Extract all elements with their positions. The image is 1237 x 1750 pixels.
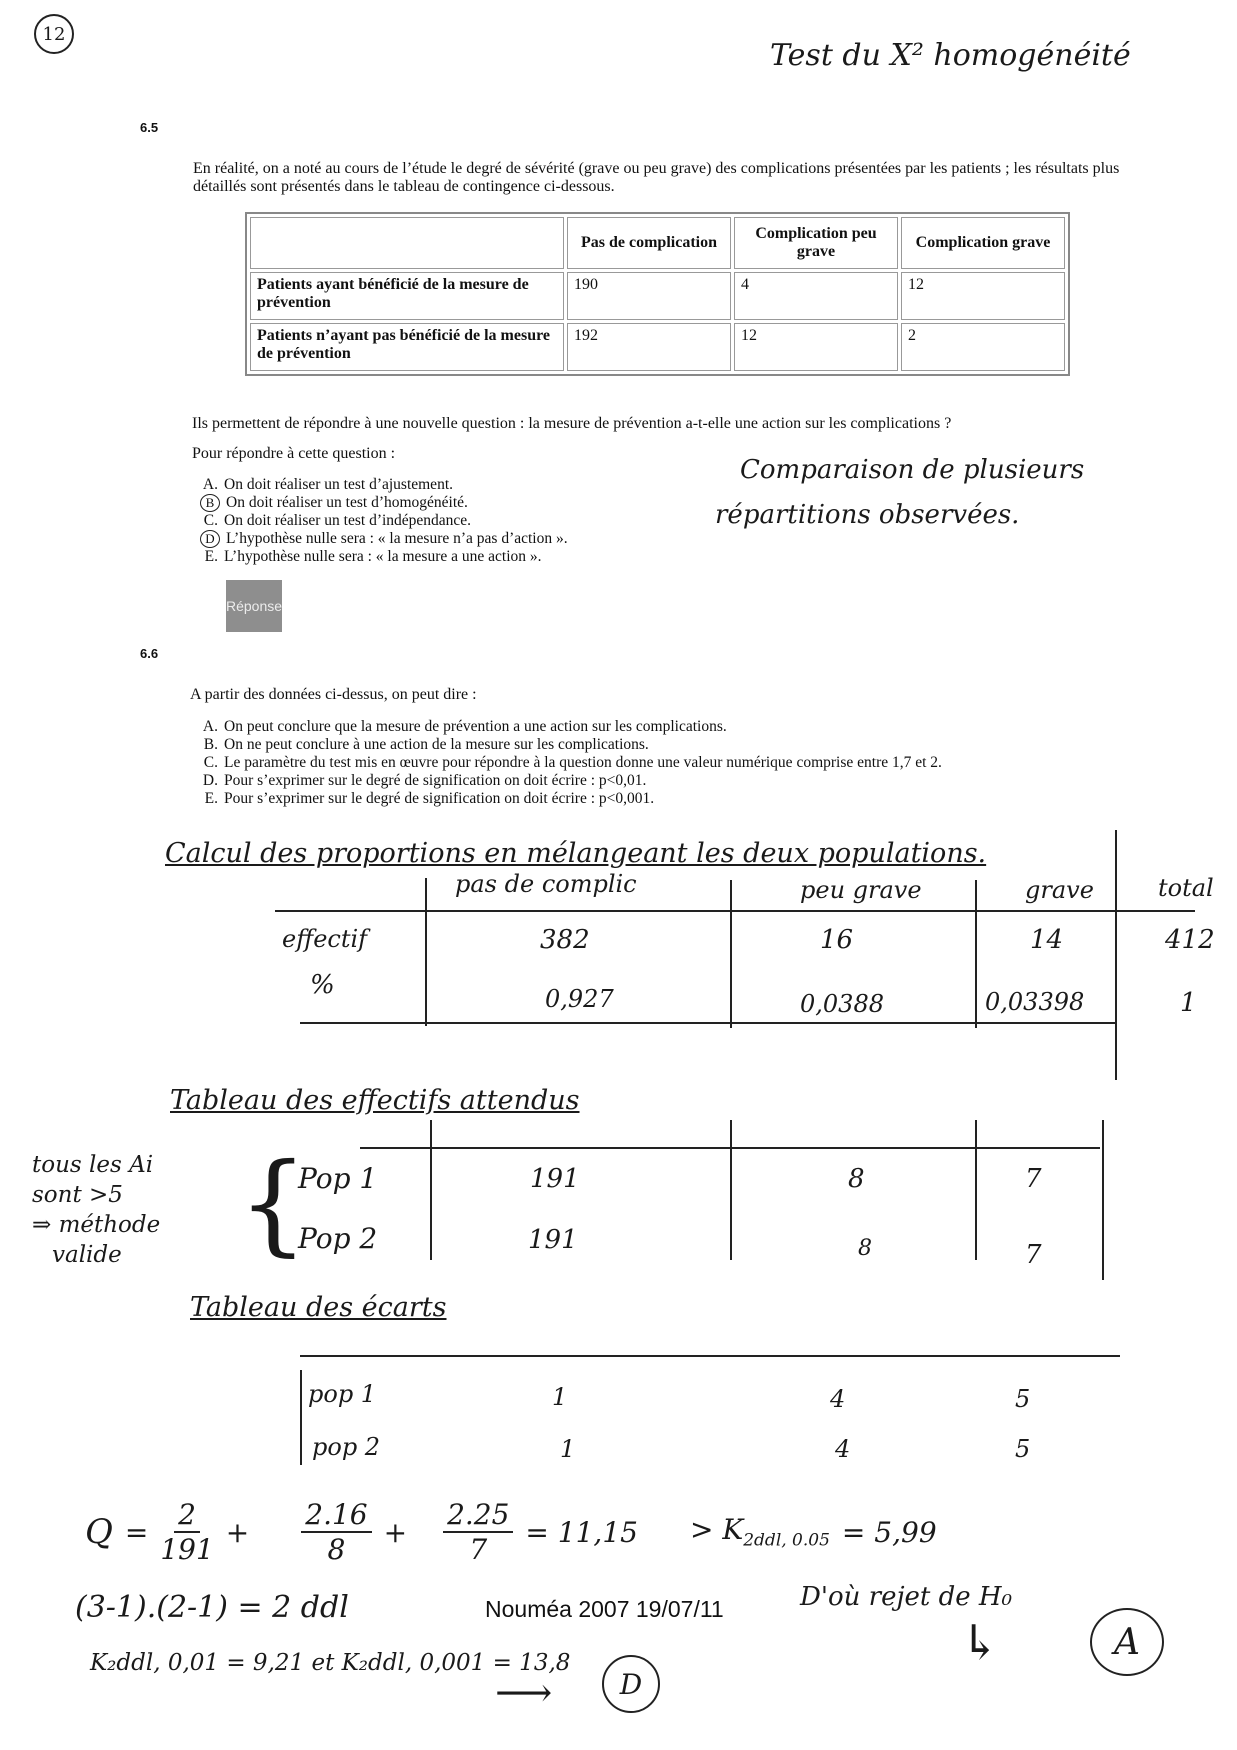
question-6-5-intro: En réalité, on a noté au cours de l’étude le degré de sévérité (grave ou peu grave) des complications présentées par les patients ; les résultats plus détaillés sont présentés dans le tableau de contingence ci-dessous. [193, 160, 1120, 195]
contingency-header-row [250, 217, 1065, 269]
header-note: Test du X² homogénéité [770, 38, 1131, 73]
margin-note-line: sont >5 [32, 1182, 123, 1208]
calc-title: Calcul des proportions en mélangeant les deux populations. [165, 838, 987, 869]
k-subscript: 2ddl, 0.05 [743, 1530, 830, 1551]
page-number: 12 [42, 23, 66, 45]
q-equals: = [124, 1515, 149, 1549]
option-text: Le paramètre du test mis en œuvre pour répondre à la question donne une valeur numérique comprise entre 1,7 et 2. [224, 754, 942, 771]
option-a[interactable] [196, 476, 756, 494]
option-b[interactable] [196, 494, 756, 512]
contingency-col-header: Complication peu grave [734, 217, 898, 269]
option-letter: A. [202, 718, 218, 735]
table-cell: 412 [1165, 925, 1215, 955]
question-number-6-5: 6.5 [140, 120, 159, 135]
margin-note-line: tous les Ai [32, 1152, 154, 1178]
page-number-circle [34, 14, 74, 54]
table-divider [300, 1355, 1120, 1357]
option-text: L’hypothèse nulle sera : « la mesure n’a pas d’action ». [226, 530, 568, 547]
table-divider [425, 878, 427, 1026]
k-compare [690, 1513, 830, 1551]
gaps-title: Tableau des écarts [190, 1292, 447, 1323]
question-6-5-prompt: Pour répondre à cette question : [192, 445, 396, 462]
option-text: L’hypothèse nulle sera : « la mesure a une action ». [224, 548, 542, 565]
option-text: On doit réaliser un test d’ajustement. [224, 476, 453, 493]
option-letter: D. [202, 772, 218, 789]
option-d[interactable] [196, 772, 1126, 790]
contingency-col-header: Pas de complication [567, 217, 731, 269]
expected-title: Tableau des effectifs attendus [170, 1085, 580, 1116]
reponse-button[interactable]: Réponse [226, 580, 282, 632]
option-text: Pour s’exprimer sur le degré de signification on doit écrire : p<0,001. [224, 790, 655, 807]
table-divider [1102, 1120, 1104, 1280]
fraction-1 [160, 1498, 213, 1566]
fraction-denominator: 8 [327, 1533, 346, 1566]
fraction-2 [301, 1498, 371, 1566]
contingency-table [245, 212, 1070, 376]
option-letter-circled: B [200, 494, 220, 512]
option-letter: B. [203, 736, 218, 753]
option-b[interactable] [196, 736, 1126, 754]
ddl-calc: (3-1).(2-1) = 2 ddl [75, 1590, 349, 1625]
fraction-numerator: 2.25 [443, 1498, 513, 1533]
table-cell: 2 [901, 323, 1065, 371]
rejection-note: D'où rejet de H₀ [800, 1582, 1013, 1612]
answer-a-circle [1090, 1608, 1164, 1676]
table-divider [975, 880, 977, 1028]
q-result: = 11,15 [525, 1515, 638, 1549]
option-text: Pour s’exprimer sur le degré de signification on doit écrire : p<0,01. [224, 772, 647, 789]
option-e[interactable] [196, 548, 756, 566]
side-note-1: Comparaison de plusieurs [740, 455, 1085, 485]
option-letter: C. [203, 754, 218, 771]
table-cell: 1 [1180, 988, 1197, 1018]
fraction-numerator: 2 [174, 1498, 200, 1533]
margin-note [32, 1150, 160, 1270]
gaps-row-label: pop 2 [312, 1433, 381, 1461]
table-cell: 382 [540, 925, 590, 955]
fraction-numerator: 2.16 [301, 1498, 371, 1533]
table-divider [430, 1120, 432, 1260]
expected-row-label: Pop 1 [298, 1162, 378, 1195]
calc-row-label: % [310, 970, 335, 1000]
table-cell: 5 [1015, 1435, 1031, 1463]
fraction-3 [443, 1498, 513, 1566]
arrow-to-d: ⟶ [495, 1670, 553, 1716]
table-cell: 12 [734, 323, 898, 371]
brace: { [238, 1139, 308, 1267]
k-values-line: K₂ddl, 0,01 = 9,21 et K₂ddl, 0,001 = 13,8 [90, 1650, 571, 1676]
side-note-2: répartitions observées. [715, 500, 1020, 530]
table-cell: 8 [858, 1236, 872, 1261]
margin-note-line: valide [52, 1242, 122, 1268]
k-compare-symbol: > K [689, 1513, 744, 1547]
table-divider [975, 1120, 977, 1260]
q-symbol: Q [85, 1512, 113, 1552]
table-row [250, 323, 1065, 371]
calc-row-label: effectif [282, 925, 368, 953]
answer-d: D [619, 1667, 643, 1701]
calc-header: total [1158, 874, 1214, 902]
option-letter: E. [204, 790, 218, 807]
table-divider [1115, 830, 1117, 1080]
table-cell: 8 [848, 1164, 865, 1194]
table-cell: 1 [552, 1383, 568, 1411]
option-d[interactable] [196, 530, 756, 548]
question-6-6-options [196, 718, 1126, 808]
question-number-6-6: 6.6 [140, 646, 159, 661]
question-6-5-options [196, 476, 756, 566]
table-cell: 5 [1015, 1385, 1031, 1413]
question-6-6-prompt: A partir des données ci-dessus, on peut dire : [190, 686, 477, 703]
option-letter: C. [203, 512, 218, 529]
plus-sign: + [225, 1515, 250, 1549]
option-letter: E. [204, 548, 218, 565]
option-text: On doit réaliser un test d’homogénéité. [226, 494, 468, 511]
option-text: On ne peut conclure à une action de la mesure sur les complications. [224, 736, 649, 753]
table-cell: 191 [528, 1225, 578, 1255]
answer-a: A [1114, 1621, 1140, 1663]
table-cell: 4 [734, 272, 898, 320]
table-cell: 14 [1030, 925, 1064, 955]
q-formula [85, 1498, 937, 1566]
calc-header: peu grave [800, 876, 922, 904]
k-value: = 5,99 [841, 1515, 937, 1549]
option-text: On peut conclure que la mesure de prévention a une action sur les complications. [224, 718, 727, 735]
table-cell: 0,0388 [800, 990, 884, 1018]
table-divider [730, 1120, 732, 1260]
table-cell: 12 [901, 272, 1065, 320]
table-divider [730, 880, 732, 1028]
table-cell: 4 [830, 1385, 846, 1413]
fraction-denominator: 191 [160, 1533, 214, 1566]
option-c[interactable] [196, 754, 1126, 772]
table-cell: 4 [835, 1435, 851, 1463]
option-e[interactable] [196, 790, 1126, 808]
calc-header: pas de complic [455, 870, 637, 898]
table-cell: 1 [560, 1435, 576, 1463]
arrow-to-a: ↳ [960, 1615, 1001, 1671]
table-row [250, 272, 1065, 320]
option-a[interactable] [196, 718, 1126, 736]
option-letter: A. [202, 476, 218, 493]
table-divider [275, 910, 1195, 912]
contingency-col-header: Complication grave [901, 217, 1065, 269]
margin-note-line: ⇒ méthode [32, 1212, 161, 1238]
table-cell: 192 [567, 323, 731, 371]
option-letter-circled: D [200, 530, 220, 548]
table-cell: 191 [530, 1164, 580, 1194]
expected-row-label: Pop 2 [298, 1222, 378, 1255]
contingency-row-header: Patients ayant bénéficié de la mesure de prévention [250, 272, 564, 320]
option-c[interactable] [196, 512, 756, 530]
table-divider [300, 1370, 302, 1465]
footer-stamp: Nouméa 2007 19/07/11 [485, 1596, 724, 1622]
table-divider [300, 1022, 1115, 1024]
table-cell: 0,03398 [985, 988, 1085, 1016]
table-cell: 190 [567, 272, 731, 320]
question-6-5-text: Ils permettent de répondre à une nouvelle question : la mesure de prévention a-t-elle une action sur les complications ? [192, 415, 952, 432]
plus-sign: + [383, 1515, 408, 1549]
contingency-row-header: Patients n’ayant pas bénéficié de la mesure de prévention [250, 323, 564, 371]
option-text: On doit réaliser un test d’indépendance. [224, 512, 472, 529]
answer-d-circle [602, 1655, 660, 1713]
fraction-denominator: 7 [469, 1533, 488, 1566]
table-cell: 16 [820, 925, 854, 955]
table-cell: 7 [1025, 1164, 1042, 1194]
contingency-corner-cell [250, 217, 564, 269]
gaps-row-label: pop 1 [308, 1380, 377, 1408]
table-cell: 7 [1025, 1240, 1042, 1270]
calc-header: grave [1025, 876, 1094, 904]
table-cell: 0,927 [545, 985, 614, 1013]
